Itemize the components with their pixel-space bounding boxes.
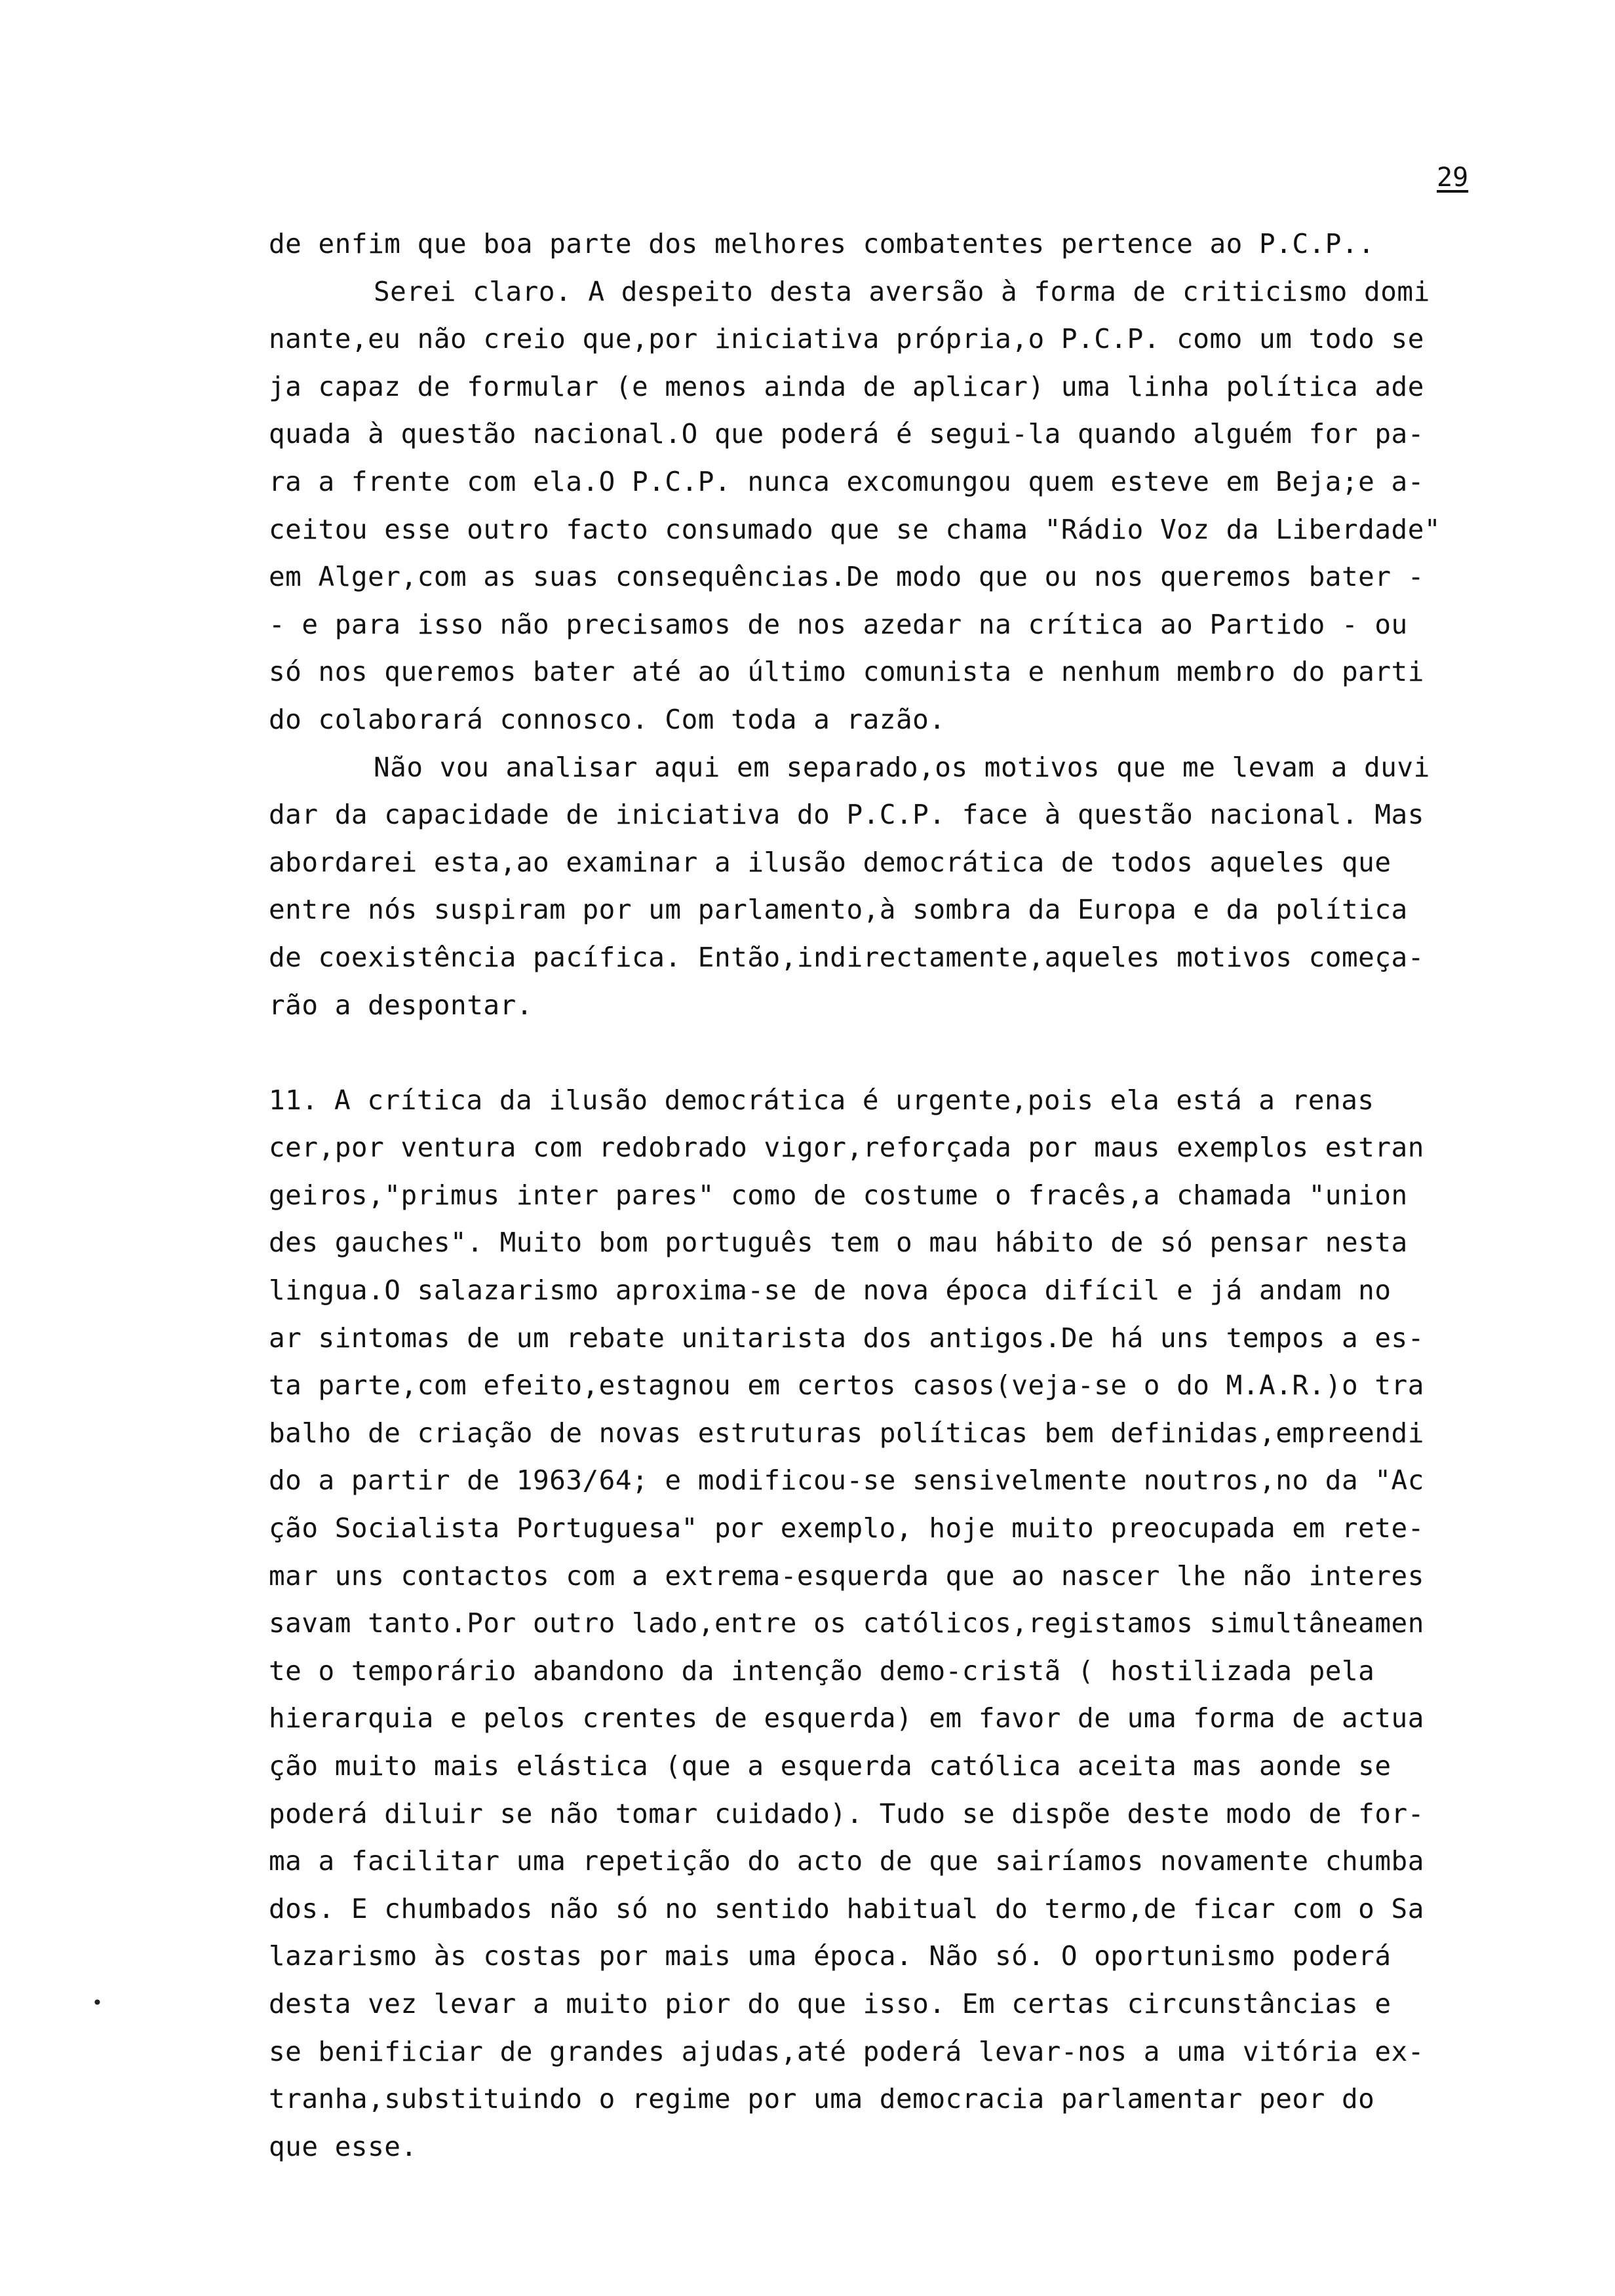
section-number: 11.	[269, 1084, 319, 1116]
section-line-text: A crítica da ilusão democrática é urgente,pois ela está a renas	[334, 1084, 1374, 1116]
text-line: ma a facilitar uma repetição do acto de que sairíamos novamente chumba	[269, 1845, 1424, 1877]
margin-mark: •	[92, 1992, 103, 2014]
document-body	[269, 220, 1514, 2170]
text-line: ta parte,com efeito,estagnou em certos casos(veja-se o do M.A.R.)o tra	[269, 1369, 1424, 1402]
text-line: balho de criação de novas estruturas políticas bem definidas,empreendi	[269, 1417, 1424, 1449]
text-line: lingua.O salazarismo aproxima-se de nova época difícil e já andam no	[269, 1274, 1391, 1307]
text-line: ra a frente com ela.O P.C.P. nunca excomungou quem esteve em Beja;e a-	[269, 465, 1424, 497]
text-line: entre nós suspiram por um parlamento,à sombra da Europa e da política	[269, 894, 1408, 926]
text-line: do colaborará connosco. Com toda a razão.	[269, 703, 946, 735]
text-line: savam tanto.Por outro lado,entre os católicos,registamos simultâneamen	[269, 1607, 1424, 1639]
text-line: de coexistência pacífica. Então,indirectamente,aqueles motivos começa-	[269, 941, 1424, 973]
text-line: só nos queremos bater até ao último comunista e nenhum membro do parti	[269, 656, 1424, 688]
section-first-line	[269, 1077, 1514, 1124]
text-line: ção muito mais elástica (que a esquerda católica aceita mas aonde se	[269, 1750, 1391, 1782]
text-line: do a partir de 1963/64; e modificou-se sensivelmente noutros,no da "Ac	[269, 1464, 1424, 1497]
text-line: nante,eu não creio que,por iniciativa própria,o P.C.P. como um todo se	[269, 323, 1424, 355]
text-line: de enfim que boa parte dos melhores combatentes pertence ao P.C.P..	[269, 228, 1375, 259]
text-line: hierarquia e pelos crentes de esquerda) em favor de uma forma de actua	[269, 1702, 1424, 1734]
text-line: ceitou esse outro facto consumado que se chama "Rádio Voz da Liberdade"	[269, 513, 1441, 545]
text-line: rão a despontar.	[269, 989, 533, 1021]
text-line: geiros,"primus inter pares" como de costume o fracês,a chamada "union	[269, 1179, 1408, 1211]
text-line: que esse.	[269, 2130, 418, 2162]
text-line: Serei claro. A despeito desta aversão à forma de criticismo domi	[374, 275, 1430, 307]
text-line: cer,por ventura com redobrado vigor,reforçada por maus exemplos estran	[269, 1132, 1424, 1164]
text-line: abordarei esta,ao examinar a ilusão democrática de todos aqueles que	[269, 846, 1391, 878]
text-line: desta vez levar a muito pior do que isso. Em certas circunstâncias e	[269, 1987, 1391, 2019]
text-line: Não vou analisar aqui em separado,os motivos que me levam a duvi	[374, 751, 1430, 783]
page-number: 29	[1437, 163, 1469, 193]
text-line: ção Socialista Portuguesa" por exemplo, hoje muito preocupada em rete-	[269, 1512, 1424, 1544]
text-line: ar sintomas de um rebate unitarista dos antigos.De há uns tempos a es-	[269, 1322, 1424, 1354]
text-line: - e para isso não precisamos de nos azedar na crítica ao Partido - ou	[269, 608, 1408, 640]
text-line: lazarismo às costas por mais uma época. Não só. O oportunismo poderá	[269, 1940, 1391, 1972]
paragraph-gap	[269, 1029, 1514, 1077]
text-line: des gauches". Muito bom português tem o mau hábito de só pensar nesta	[269, 1227, 1408, 1259]
text-line: ja capaz de formular (e menos ainda de aplicar) uma linha política ade	[269, 370, 1424, 402]
text-line: se benificiar de grandes ajudas,até poderá levar-nos a uma vitória ex-	[269, 2035, 1424, 2067]
text-line: dos. E chumbados não só no sentido habitual do termo,de ficar com o Sa	[269, 1892, 1424, 1924]
text-line: dar da capacidade de iniciativa do P.C.P. face à questão nacional. Mas	[269, 799, 1424, 831]
text-line: mar uns contactos com a extrema-esquerda que ao nascer lhe não interes	[269, 1559, 1424, 1592]
text-line: te o temporário abandono da intenção demo-cristã ( hostilizada pela	[269, 1655, 1375, 1687]
text-line: em Alger,com as suas consequências.De modo que ou nos queremos bater -	[269, 561, 1424, 593]
text-line: quada à questão nacional.O que poderá é segui-la quando alguém for pa-	[269, 418, 1424, 450]
text-line: tranha,substituindo o regime por uma democracia parlamentar peor do	[269, 2083, 1375, 2115]
text-line: poderá diluir se não tomar cuidado). Tudo se dispõe deste modo de for-	[269, 1797, 1424, 1829]
